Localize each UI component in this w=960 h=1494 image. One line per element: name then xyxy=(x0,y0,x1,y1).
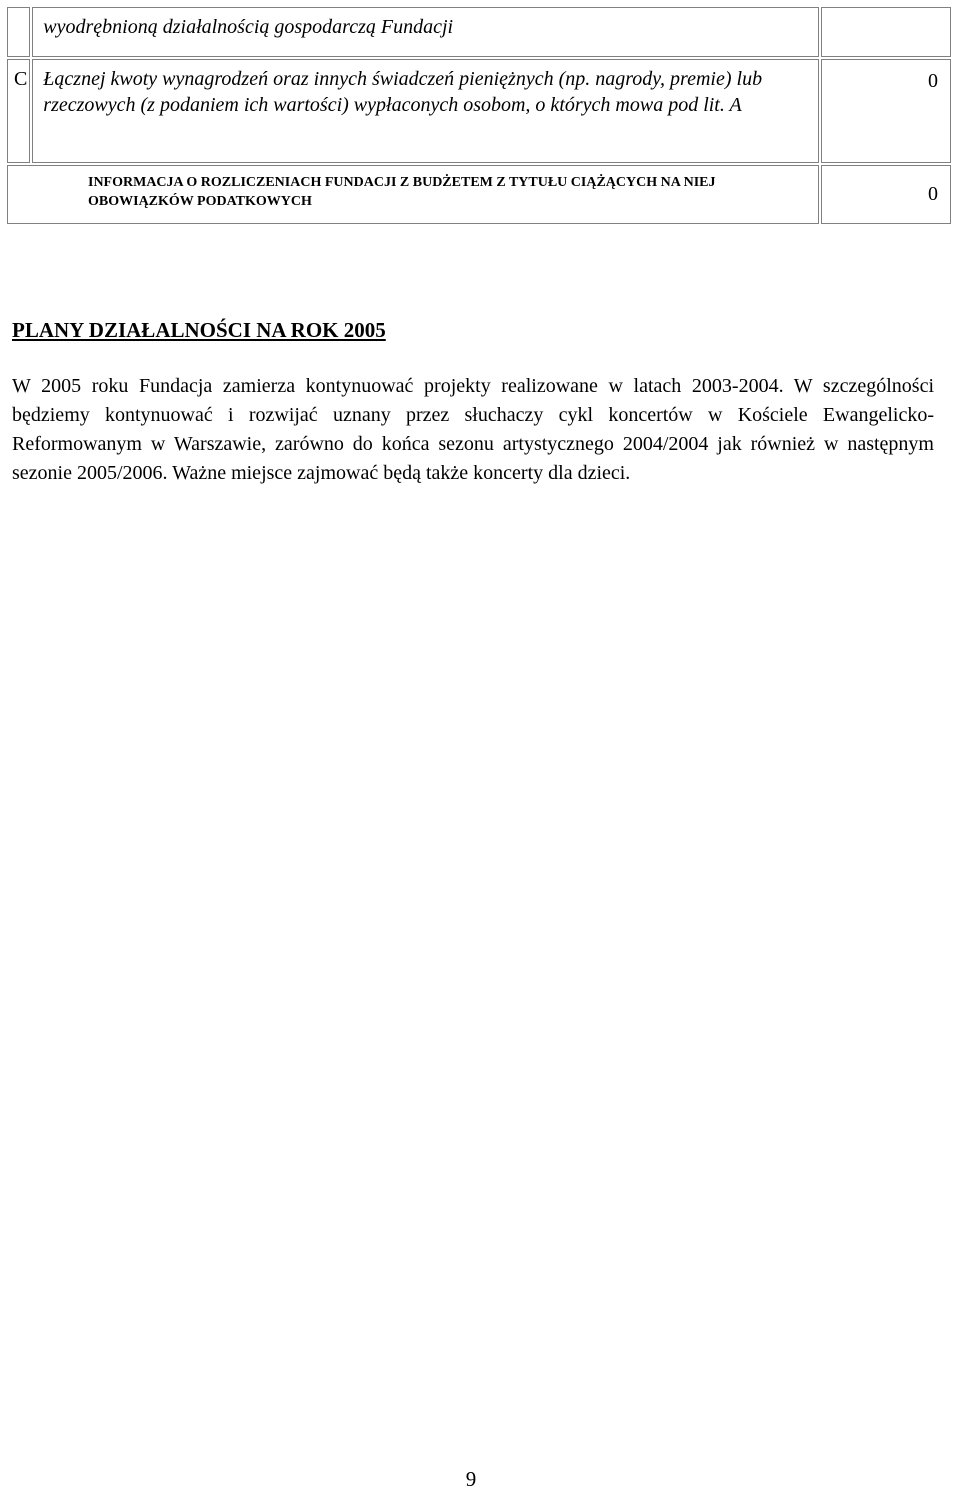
financial-report-table xyxy=(5,5,953,226)
row-value-cell: 0 xyxy=(821,59,951,163)
table-row xyxy=(7,165,951,224)
row-description-cell: wyodrębnioną działalnością gospodarczą Fundacji xyxy=(32,7,819,57)
plans-heading: PLANY DZIAŁALNOŚCI NA ROK 2005 xyxy=(12,318,386,342)
row-description-cell: Łącznej kwoty wynagrodzeń oraz innych świadczeń pieniężnych (np. nagrody, premie) lub rzeczowych (z podaniem ich wartości) wypłaconych osobom, o których mowa pod lit. A xyxy=(32,59,819,163)
table-row xyxy=(7,7,951,57)
row-value-cell xyxy=(821,7,951,57)
row-letter-cell: C xyxy=(7,59,30,163)
tax-info-heading-cell: INFORMACJA O ROZLICZENIACH FUNDACJI Z BUDŻETEM Z TYTUŁU CIĄŻĄCYCH NA NIEJ OBOWIĄZKÓW PODATKOWYCH xyxy=(7,165,819,224)
plans-paragraph: W 2005 roku Fundacja zamierza kontynuować projekty realizowane w latach 2003-2004. W szczególności będziemy kontynuować i rozwijać uznany przez słuchaczy cykl koncertów w Kościele Ewangelicko-Reformowanym w Warszawie, zarówno do końca sezonu artystycznego 2004/2004 jak również w następnym sezonie 2005/2006. Ważne miejsce zajmować będą także koncerty dla dzieci. xyxy=(12,375,934,484)
row-value-cell: 0 xyxy=(821,165,951,224)
page-number: 9 xyxy=(465,1467,477,1491)
table-row xyxy=(7,59,951,163)
row-letter-cell xyxy=(7,7,30,57)
